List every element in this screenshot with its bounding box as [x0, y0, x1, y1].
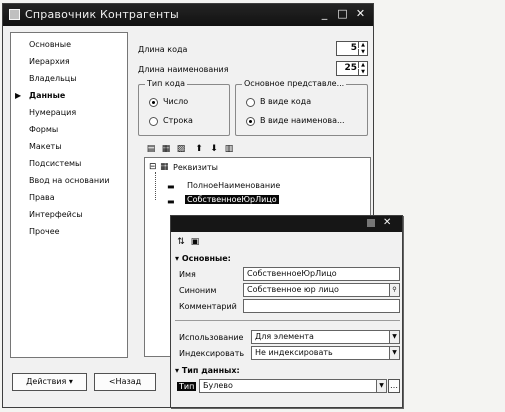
section-datatype-label: Тип данных:: [181, 366, 240, 375]
repr-by-name-radio[interactable]: [246, 117, 255, 126]
nav-item-numbering[interactable]: Нумерация: [29, 108, 77, 117]
attribute-icon: ▬: [167, 197, 175, 206]
section-main-label: Основные:: [181, 254, 231, 263]
nav-item-data[interactable]: Данные: [29, 91, 66, 100]
maximize-button[interactable]: □: [337, 7, 348, 20]
window-titlebar[interactable]: [3, 4, 373, 26]
code-length-value: 5: [350, 43, 357, 53]
tree-line: [155, 172, 156, 200]
section-datatype-header[interactable]: [175, 366, 240, 375]
nav-item-main[interactable]: Основные: [29, 40, 72, 49]
nav-item-forms[interactable]: Формы: [29, 125, 59, 134]
index-value: Не индексировать: [255, 348, 333, 357]
code-type-number-radio[interactable]: [149, 98, 158, 107]
index-label: Индексировать: [179, 349, 245, 358]
tree-item-full-name[interactable]: ПолноеНаименование: [187, 181, 281, 190]
categorize-icon[interactable]: ▣: [190, 237, 200, 247]
name-length-spinner[interactable]: [336, 61, 368, 76]
sort-alphabet-icon[interactable]: ⇅: [177, 237, 185, 247]
code-type-group: [138, 79, 230, 136]
delete-icon[interactable]: ▨: [176, 144, 186, 154]
divider: [175, 320, 400, 321]
type-label: Тип: [179, 382, 195, 391]
search-icon[interactable]: ⚲: [389, 284, 399, 296]
palette-close-button[interactable]: ✕: [383, 217, 392, 228]
nav-item-owners[interactable]: Владельцы: [29, 74, 77, 83]
synonym-field[interactable]: [243, 283, 400, 297]
code-length-label: Длина кода: [138, 45, 188, 54]
type-select[interactable]: [199, 379, 387, 393]
spin-up-icon[interactable]: ▲: [358, 62, 367, 68]
comment-field[interactable]: [243, 299, 400, 313]
name-label: Имя: [179, 270, 196, 279]
code-type-string-radio[interactable]: [149, 117, 158, 126]
move-down-icon[interactable]: ⬇: [210, 144, 218, 154]
back-button[interactable]: <Назад: [94, 373, 156, 391]
code-length-spinner[interactable]: [336, 41, 368, 56]
tree-root-label[interactable]: Реквизиты: [173, 163, 218, 172]
current-section-marker-icon: ▶: [15, 91, 22, 100]
actions-label: Действия: [26, 377, 67, 386]
repr-by-code-radio[interactable]: [246, 98, 255, 107]
close-button[interactable]: ✕: [355, 7, 366, 20]
usage-value: Для элемента: [255, 332, 314, 341]
usage-label: Использование: [179, 333, 244, 342]
nav-item-templates[interactable]: Макеты: [29, 142, 62, 151]
properties-palette: [170, 215, 403, 408]
more-button[interactable]: …: [388, 379, 400, 393]
comment-label: Комментарий: [179, 302, 237, 311]
collapse-icon[interactable]: ⊟: [149, 162, 157, 172]
dropdown-arrow-icon[interactable]: ▼: [376, 380, 386, 392]
collapse-arrow-icon: ▾: [175, 366, 180, 375]
nav-item-subsystems[interactable]: Подсистемы: [29, 159, 82, 168]
code-type-title: Тип кода: [147, 79, 186, 88]
tree-item-selected[interactable]: СобственноеЮрЛицо: [187, 195, 277, 204]
name-length-value: 25: [344, 63, 357, 73]
main-representation-group: [235, 79, 368, 136]
nav-item-hierarchy[interactable]: Иерархия: [29, 57, 70, 66]
move-up-icon[interactable]: ⬆: [195, 144, 203, 154]
code-type-string-label: Строка: [163, 116, 193, 125]
attribute-icon: ▬: [167, 182, 175, 191]
attributes-folder-icon: ▦: [160, 162, 169, 172]
minimize-button[interactable]: _: [321, 7, 328, 20]
nav-item-input-based-on[interactable]: Ввод на основании: [29, 176, 110, 185]
type-value: Булево: [203, 381, 233, 390]
dropdown-arrow-icon: ▾: [68, 377, 73, 386]
main-representation-title: Основное представле...: [244, 79, 345, 88]
collapse-arrow-icon: ▾: [175, 254, 180, 263]
index-select[interactable]: [251, 346, 400, 360]
actions-button[interactable]: [12, 373, 87, 391]
dropdown-arrow-icon[interactable]: ▼: [389, 347, 399, 359]
dropdown-arrow-icon[interactable]: ▼: [389, 331, 399, 343]
synonym-label: Синоним: [179, 286, 217, 295]
nav-item-other[interactable]: Прочее: [29, 227, 60, 236]
catalog-icon: [9, 9, 20, 20]
repr-by-code-label: В виде кода: [260, 97, 312, 106]
usage-select[interactable]: [251, 330, 400, 344]
spin-up-icon[interactable]: ▲: [358, 42, 367, 48]
name-field[interactable]: СобственноеЮрЛицо: [243, 267, 400, 281]
window-title: Справочник Контрагенты: [25, 8, 179, 21]
repr-by-name-label: В виде наименова...: [260, 116, 345, 125]
synonym-value: Собственное юр лицо: [247, 285, 339, 294]
nav-item-rights[interactable]: Права: [29, 193, 55, 202]
section-main-header[interactable]: [175, 254, 231, 263]
name-length-label: Длина наименования: [138, 65, 229, 74]
code-type-number-label: Число: [163, 97, 189, 106]
section-nav: [10, 32, 128, 358]
copy-icon[interactable]: ▦: [161, 144, 171, 154]
sort-icon[interactable]: ▥: [224, 144, 234, 154]
spin-down-icon[interactable]: ▼: [358, 49, 367, 55]
spin-down-icon[interactable]: ▼: [358, 69, 367, 75]
nav-item-interfaces[interactable]: Интерфейсы: [29, 210, 83, 219]
pin-icon[interactable]: [367, 219, 375, 227]
add-icon[interactable]: ▤: [146, 144, 156, 154]
palette-titlebar[interactable]: [171, 216, 402, 232]
